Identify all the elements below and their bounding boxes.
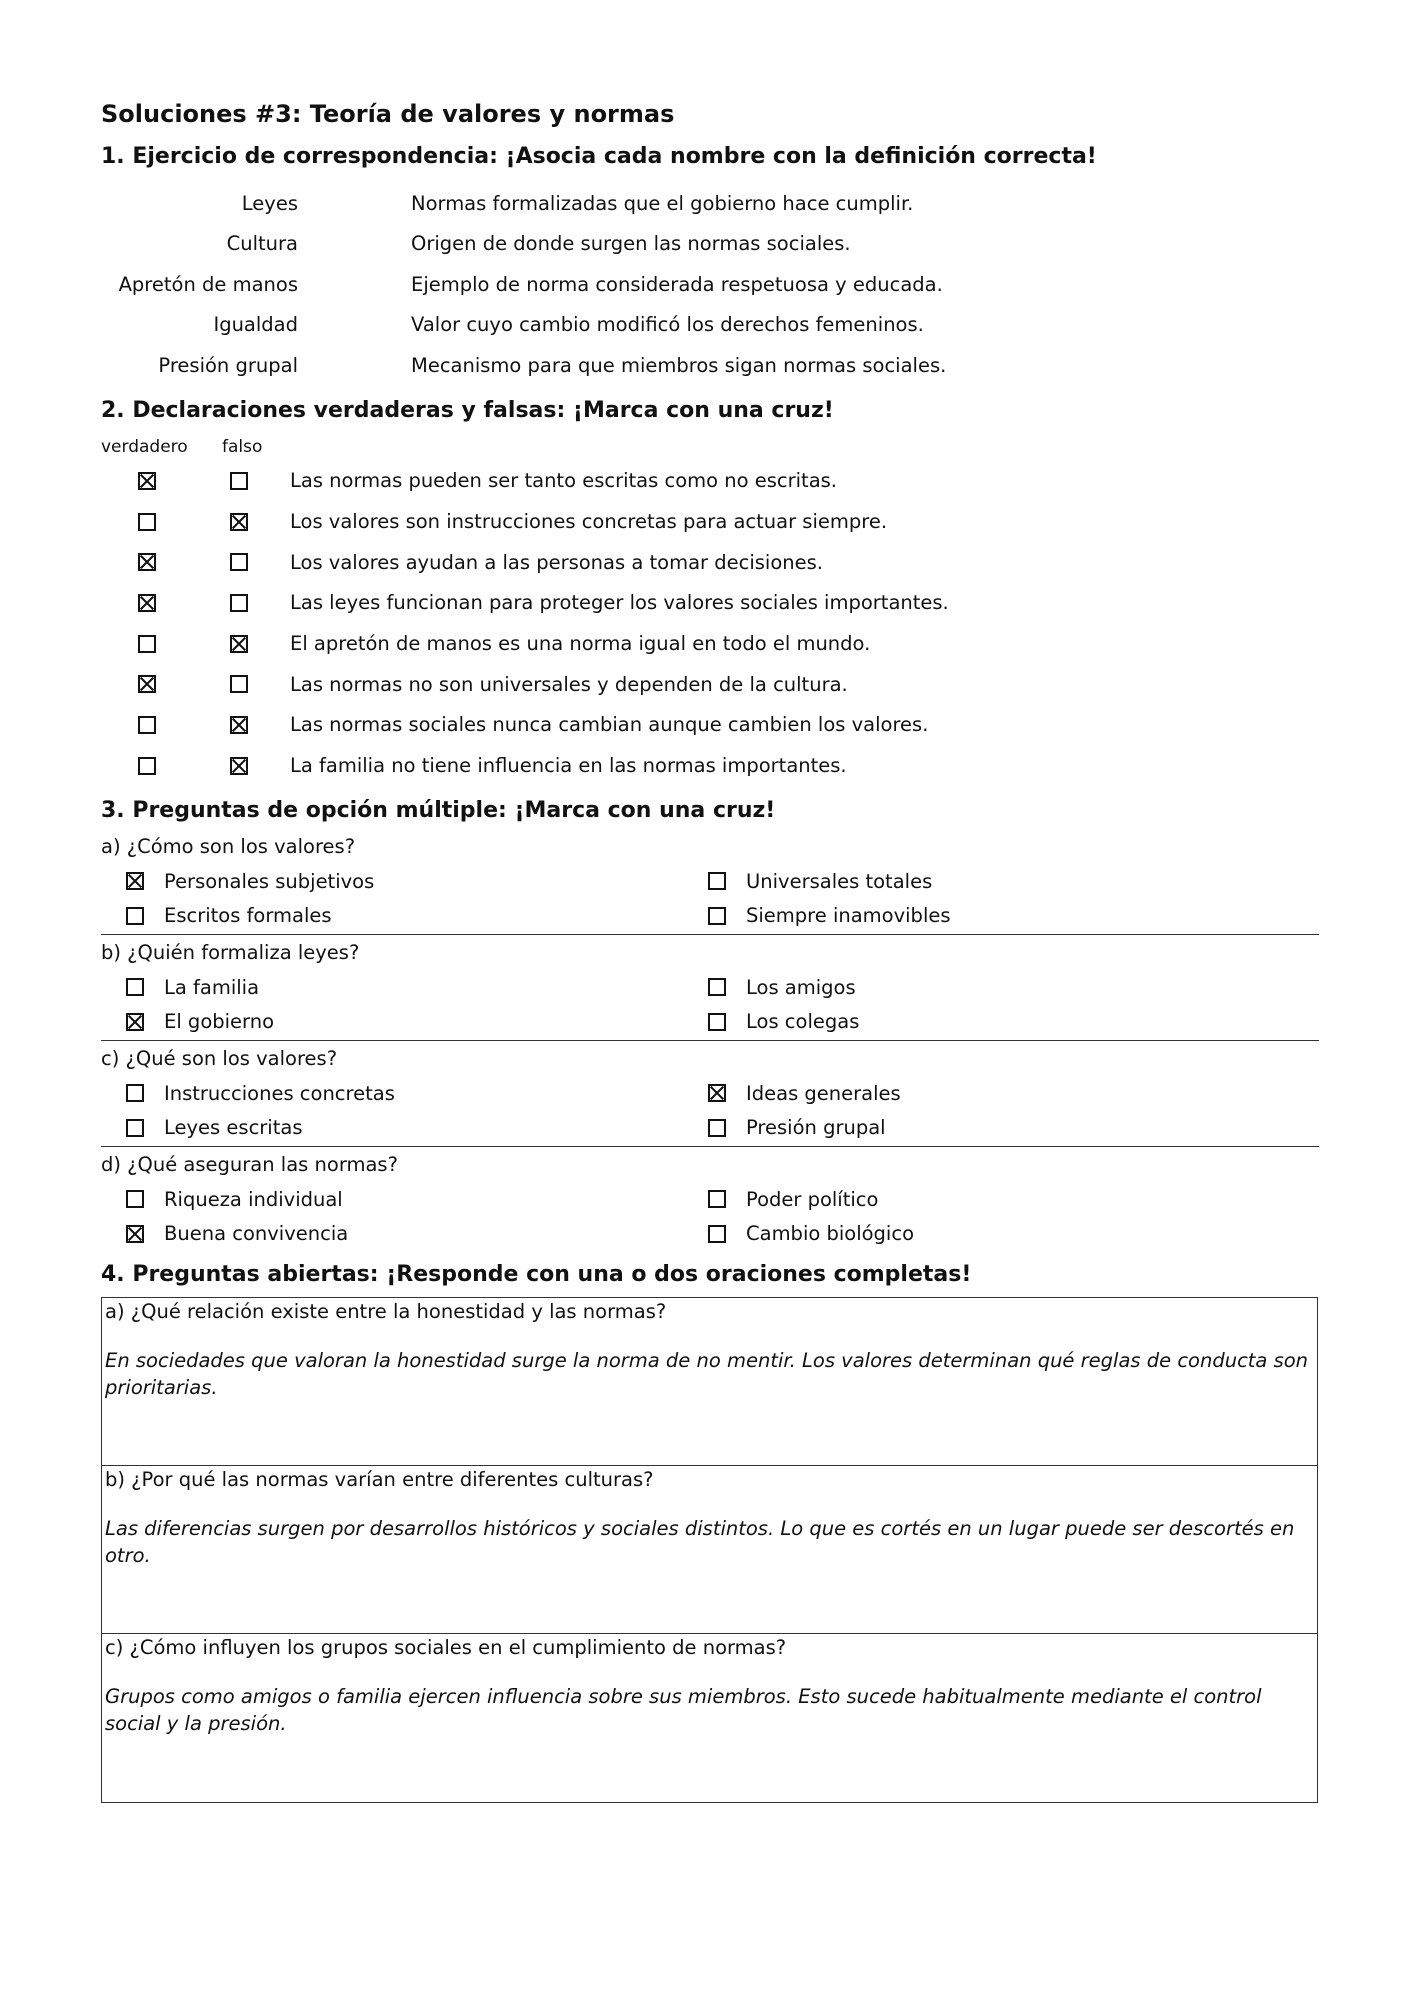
false-cell xyxy=(193,472,284,490)
true-column-label: verdadero xyxy=(101,436,188,457)
option[interactable] xyxy=(708,1005,1319,1040)
open-question-cell xyxy=(102,1298,1317,1466)
true-false-row xyxy=(101,461,1319,502)
option-checkbox[interactable] xyxy=(708,1119,726,1137)
statement-text: Las normas no son universales y dependen de la cultura. xyxy=(290,672,848,696)
matching-definition: Normas formalizadas que el gobierno hace cumplir. xyxy=(411,191,914,215)
false-cell xyxy=(193,757,284,775)
open-question: c) ¿Cómo influyen los grupos sociales en el cumplimiento de normas? xyxy=(105,1636,787,1659)
true-checkbox[interactable] xyxy=(138,513,156,531)
open-question-cell xyxy=(102,1634,1317,1802)
open-question: a) ¿Qué relación existe entre la honestidad y las normas? xyxy=(105,1300,667,1323)
true-cell xyxy=(101,472,193,490)
open-questions-table xyxy=(101,1297,1318,1803)
matching-term: Leyes xyxy=(241,191,298,215)
worksheet-page xyxy=(101,100,1319,1803)
option-label: Ideas generales xyxy=(746,1081,901,1105)
multiple-choice-question xyxy=(101,829,1319,935)
true-checkbox[interactable] xyxy=(138,635,156,653)
statement-text: Las normas pueden ser tanto escritas como no escritas. xyxy=(290,469,837,493)
true-false-row xyxy=(101,745,1319,786)
false-cell xyxy=(193,553,284,571)
open-answer: Las diferencias surgen por desarrollos históricos y sociales distintos. Lo que es cortés en un lugar puede ser descortés en otro. xyxy=(105,1517,1295,1567)
options-grid xyxy=(101,1076,1319,1145)
multiple-choice-section xyxy=(101,798,1319,1252)
option[interactable] xyxy=(708,1217,1319,1252)
option[interactable] xyxy=(101,970,708,1005)
true-cell xyxy=(101,757,193,775)
statement-text: Las leyes funcionan para proteger los valores sociales importantes. xyxy=(290,591,949,615)
matching-definition: Valor cuyo cambio modificó los derechos femeninos. xyxy=(411,313,924,337)
true-cell xyxy=(101,513,193,531)
true-false-row xyxy=(101,705,1319,746)
option-checkbox[interactable] xyxy=(126,872,144,890)
option[interactable] xyxy=(708,1182,1319,1217)
true-false-row xyxy=(101,542,1319,583)
option[interactable] xyxy=(101,1217,708,1252)
option[interactable] xyxy=(101,1005,708,1040)
true-checkbox[interactable] xyxy=(138,757,156,775)
open-questions-section xyxy=(101,1262,1319,1803)
option-label: Los amigos xyxy=(746,975,856,999)
multiple-choice-question xyxy=(101,1041,1319,1147)
option-label: El gobierno xyxy=(164,1010,275,1034)
options-grid xyxy=(101,1182,1319,1251)
false-checkbox[interactable] xyxy=(230,594,248,612)
question-text: b) ¿Quién formaliza leyes? xyxy=(101,941,360,964)
false-cell xyxy=(193,675,284,693)
statement-text: Las normas sociales nunca cambian aunque cambien los valores. xyxy=(290,713,929,737)
multiple-choice-list xyxy=(101,829,1319,1252)
option-label: La familia xyxy=(164,975,260,999)
true-checkbox[interactable] xyxy=(138,553,156,571)
option[interactable] xyxy=(708,899,1319,934)
matching-section xyxy=(101,144,1319,386)
option-checkbox[interactable] xyxy=(126,978,144,996)
option-label: Los colegas xyxy=(746,1010,860,1034)
option-checkbox[interactable] xyxy=(126,1225,144,1243)
matching-definition: Ejemplo de norma considerada respetuosa y educada. xyxy=(411,272,943,296)
question-text: a) ¿Cómo son los valores? xyxy=(101,835,356,858)
true-false-row xyxy=(101,501,1319,542)
false-checkbox[interactable] xyxy=(230,757,248,775)
matching-row xyxy=(101,183,1319,224)
option[interactable] xyxy=(708,970,1319,1005)
true-false-row xyxy=(101,583,1319,624)
option[interactable] xyxy=(708,864,1319,899)
matching-definition: Origen de donde surgen las normas sociales. xyxy=(411,232,851,256)
statement-text: El apretón de manos es una norma igual en todo el mundo. xyxy=(290,632,871,656)
matching-definition: Mecanismo para que miembros sigan normas sociales. xyxy=(411,353,947,377)
multiple-choice-question xyxy=(101,935,1319,1041)
options-grid xyxy=(101,970,1319,1039)
true-cell xyxy=(101,675,193,693)
option[interactable] xyxy=(101,864,708,899)
option-checkbox[interactable] xyxy=(126,907,144,925)
matching-row xyxy=(101,264,1319,305)
true-cell xyxy=(101,553,193,571)
matching-term: Presión grupal xyxy=(158,353,298,377)
false-checkbox[interactable] xyxy=(230,513,248,531)
false-column-label: falso xyxy=(222,436,263,457)
question-text: c) ¿Qué son los valores? xyxy=(101,1047,338,1070)
false-checkbox[interactable] xyxy=(230,472,248,490)
false-checkbox[interactable] xyxy=(230,553,248,571)
multiple-choice-question xyxy=(101,1147,1319,1252)
true-false-section xyxy=(101,398,1319,787)
true-cell xyxy=(101,594,193,612)
option[interactable] xyxy=(101,1111,708,1146)
matching-heading: 1. Ejercicio de correspondencia: ¡Asocia cada nombre con la definición correcta! xyxy=(101,144,1097,169)
matching-row xyxy=(101,224,1319,265)
option-label: Cambio biológico xyxy=(746,1222,915,1246)
question-text: d) ¿Qué aseguran las normas? xyxy=(101,1153,398,1176)
false-cell xyxy=(193,635,284,653)
option-checkbox[interactable] xyxy=(708,978,726,996)
option-label: Riqueza individual xyxy=(164,1187,343,1211)
option-label: Siempre inamovibles xyxy=(746,904,951,928)
option-checkbox[interactable] xyxy=(708,1084,726,1102)
true-checkbox[interactable] xyxy=(138,675,156,693)
option-label: Presión grupal xyxy=(746,1116,886,1140)
false-cell xyxy=(193,594,284,612)
option-checkbox[interactable] xyxy=(708,1013,726,1031)
option-label: Buena convivencia xyxy=(164,1222,349,1246)
open-answer: En sociedades que valoran la honestidad surge la norma de no mentir. Los valores determinan qué reglas de conducta son prioritarias. xyxy=(105,1349,1309,1399)
false-cell xyxy=(193,716,284,734)
options-grid xyxy=(101,864,1319,933)
matching-term: Cultura xyxy=(226,232,298,256)
true-cell xyxy=(101,716,193,734)
false-checkbox[interactable] xyxy=(230,675,248,693)
false-checkbox[interactable] xyxy=(230,635,248,653)
multiple-choice-heading: 3. Preguntas de opción múltiple: ¡Marca con una cruz! xyxy=(101,798,776,823)
option-label: Instrucciones concretas xyxy=(164,1081,395,1105)
page-title: Soluciones #3: Teoría de valores y normas xyxy=(101,100,675,128)
option[interactable] xyxy=(708,1076,1319,1111)
option-label: Leyes escritas xyxy=(164,1116,303,1140)
statement-text: Los valores son instrucciones concretas para actuar siempre. xyxy=(290,510,888,534)
option-checkbox[interactable] xyxy=(126,1084,144,1102)
option[interactable] xyxy=(101,899,708,934)
option-checkbox[interactable] xyxy=(708,872,726,890)
matching-list xyxy=(101,183,1319,386)
true-false-row xyxy=(101,664,1319,705)
true-checkbox[interactable] xyxy=(138,716,156,734)
statement-text: La familia no tiene influencia en las normas importantes. xyxy=(290,754,847,778)
option-checkbox[interactable] xyxy=(126,1190,144,1208)
open-question: b) ¿Por qué las normas varían entre diferentes culturas? xyxy=(105,1468,654,1491)
matching-term: Igualdad xyxy=(213,313,298,337)
true-false-heading: 2. Declaraciones verdaderas y falsas: ¡Marca con una cruz! xyxy=(101,397,834,423)
true-cell xyxy=(101,635,193,653)
false-cell xyxy=(193,513,284,531)
matching-row xyxy=(101,345,1319,386)
open-question-cell xyxy=(102,1466,1317,1634)
open-questions-heading: 4. Preguntas abiertas: ¡Responde con una o dos oraciones completas! xyxy=(101,1262,972,1287)
option-checkbox[interactable] xyxy=(708,1225,726,1243)
option[interactable] xyxy=(101,1182,708,1217)
statement-text: Los valores ayudan a las personas a tomar decisiones. xyxy=(290,550,823,574)
option-checkbox[interactable] xyxy=(126,1013,144,1031)
option-checkbox[interactable] xyxy=(708,1190,726,1208)
option-checkbox[interactable] xyxy=(126,1119,144,1137)
true-false-row xyxy=(101,623,1319,664)
true-false-header xyxy=(101,423,1319,461)
option-label: Personales subjetivos xyxy=(164,869,375,893)
option-label: Escritos formales xyxy=(164,904,332,928)
true-checkbox[interactable] xyxy=(138,472,156,490)
option-checkbox[interactable] xyxy=(708,907,726,925)
option[interactable] xyxy=(101,1076,708,1111)
false-checkbox[interactable] xyxy=(230,716,248,734)
matching-row xyxy=(101,305,1319,346)
matching-term: Apretón de manos xyxy=(118,272,298,296)
true-checkbox[interactable] xyxy=(138,594,156,612)
option-label: Universales totales xyxy=(746,869,933,893)
open-answer: Grupos como amigos o familia ejercen influencia sobre sus miembros. Esto sucede habitualmente mediante el control social y la presión. xyxy=(105,1685,1262,1735)
option-label: Poder político xyxy=(746,1187,879,1211)
option[interactable] xyxy=(708,1111,1319,1146)
true-false-list xyxy=(101,461,1319,787)
